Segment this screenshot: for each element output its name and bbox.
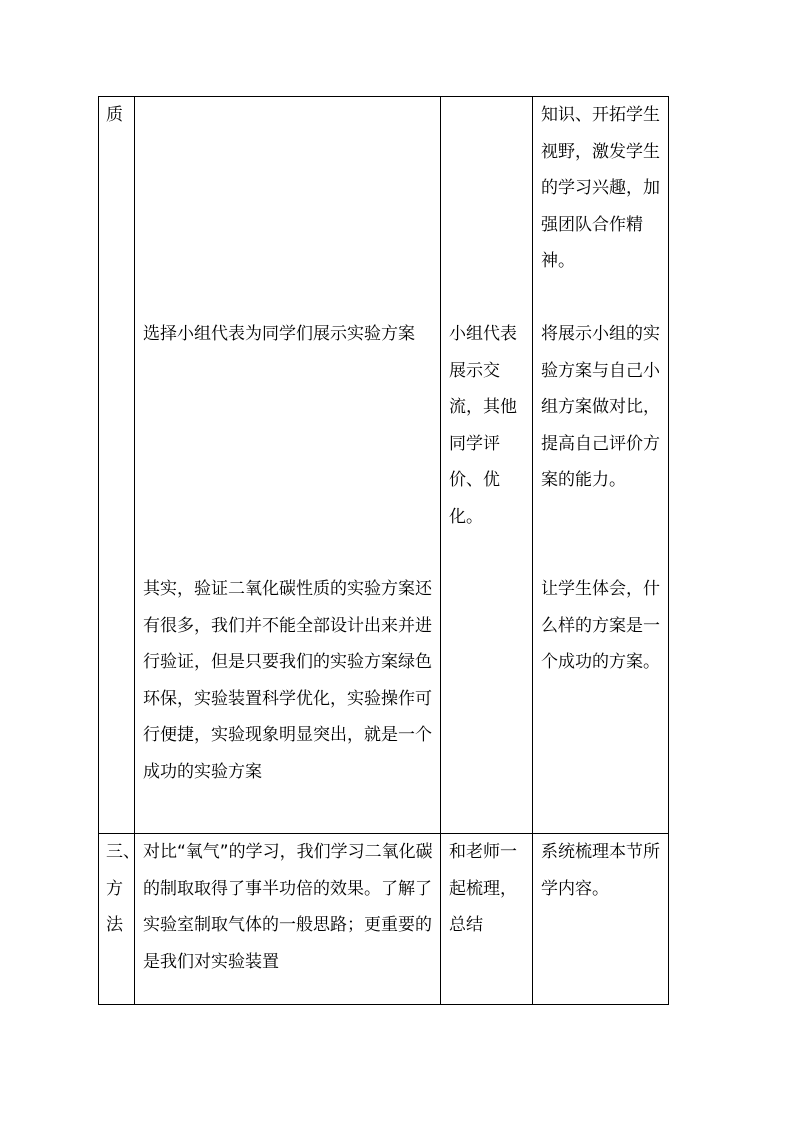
intent-block-3: 让学生体会，什么样的方案是一个成功的方案。 bbox=[541, 579, 660, 672]
stage-label: 质 bbox=[106, 105, 123, 125]
student-block: 和老师一起梳理，总结 bbox=[449, 842, 517, 935]
intent-block-2: 将展示小组的实验方案与自己小组方案做对比，提高自己评价方案的能力。 bbox=[541, 324, 660, 490]
design-intent-cell bbox=[533, 97, 669, 834]
student-activity-cell bbox=[441, 97, 533, 834]
table-row bbox=[99, 834, 669, 1005]
teacher-block-1 bbox=[135, 97, 440, 316]
teacher-block-3: 其实，验证二氧化碳性质的实验方案还有很多，我们并不能全部设计出来并进行验证，但是只要我们的实验方案绿色环保，实验装置科学优化，实验操作可行便捷，实验现象明显突出，就是一个成功的实验方案 bbox=[143, 579, 432, 782]
teacher-block: 对比“氧气”的学习，我们学习二氧化碳的制取取得了事半功倍的效果。了解了实验室制取气体的一般思路；更重要的是我们对实验装置 bbox=[143, 842, 433, 972]
student-activity-cell bbox=[441, 834, 533, 1005]
teacher-activity-cell bbox=[135, 97, 441, 834]
stage-label: 三、方法 bbox=[106, 842, 140, 935]
lesson-plan-table bbox=[98, 96, 669, 1005]
teacher-block-2: 选择小组代表为同学们展示实验方案 bbox=[143, 324, 415, 344]
design-intent-cell bbox=[533, 834, 669, 1005]
student-block-2: 小组代表展示交流，其他同学评价、优化。 bbox=[449, 324, 517, 527]
table-row bbox=[99, 97, 669, 834]
student-block-1 bbox=[441, 97, 532, 316]
intent-block-1: 知识、开拓学生视野，激发学生的学习兴趣，加强团队合作精神。 bbox=[541, 105, 660, 271]
stage-cell bbox=[99, 834, 140, 1005]
intent-block: 系统梳理本节所学内容。 bbox=[541, 842, 660, 899]
teacher-activity-cell bbox=[135, 834, 441, 1005]
stage-cell bbox=[99, 97, 135, 834]
